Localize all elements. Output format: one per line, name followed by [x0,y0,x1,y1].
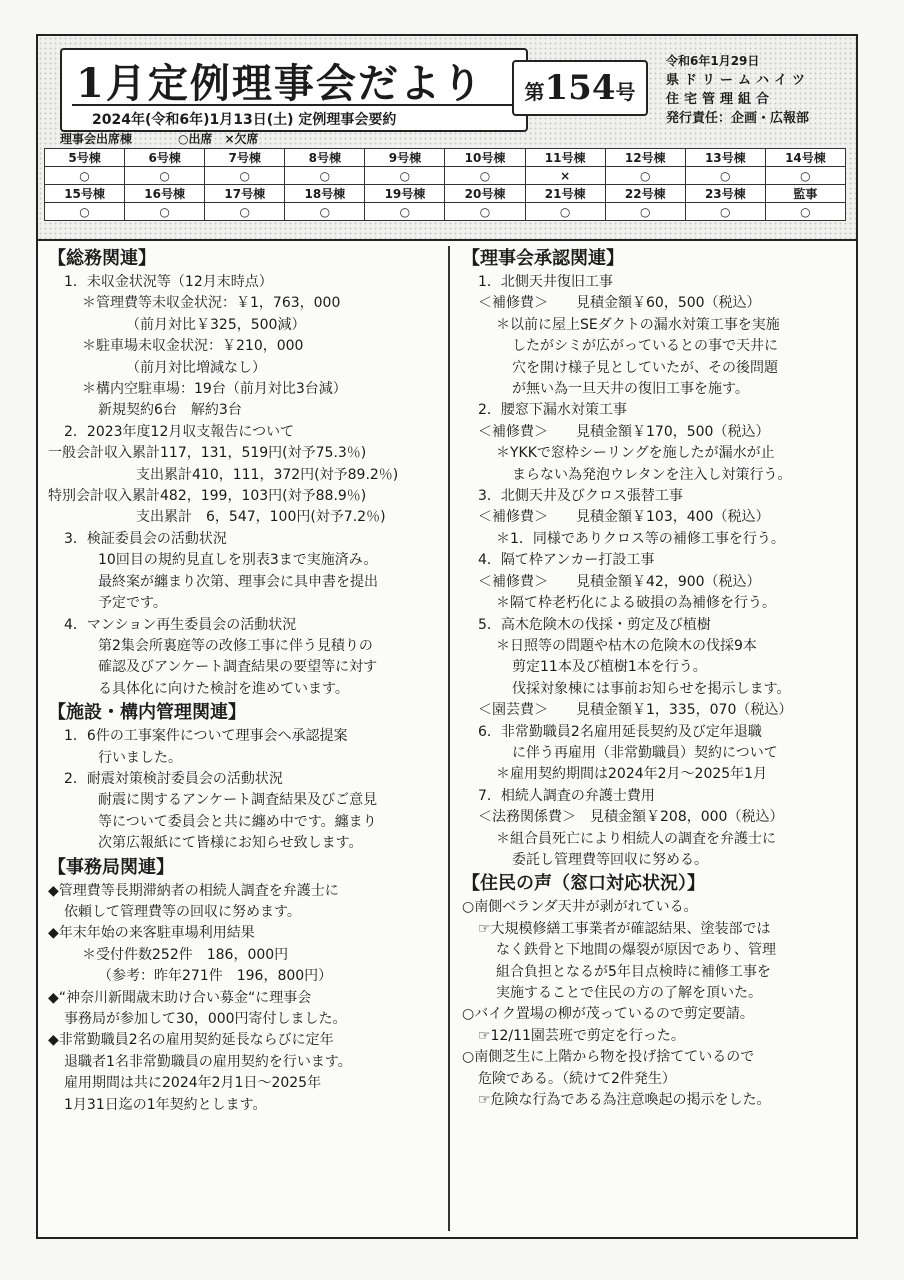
text-line: に伴う再雇用（非常勤職員）契約について [512,744,778,761]
text-line: ＜補修費＞ 見積金額￥60，500（税込） [478,295,761,312]
text-line: 最終案が纏まり次第、理事会に具申書を提出 [98,573,378,590]
building-cell: 9号棟 [365,149,445,167]
text-line: 特別会計収入累計482，199，103円(対予88.9％) [48,488,367,505]
publisher-info [666,52,810,128]
text-line: 次第広報紙にて皆様にお知らせ致します。 [98,835,363,852]
text-line: 4．マンション再生委員会の活動状況 [64,616,297,633]
text-line: 確認及びアンケート調査結果の要望等に対す [98,659,378,676]
text-line: 一般会計収入累計117，131，519円(対予75.3％) [48,445,367,462]
text-line: （前月対比￥325，500減） [126,316,306,333]
attendance-mark: ○ [125,167,205,185]
attendance-mark: ○ [365,167,445,185]
text-line: ◆“神奈川新聞歳末助け合い募金“に理事会 [48,989,312,1006]
issue-suffix: 号 [615,80,636,104]
text-line: ○バイク置場の柳が茂っているので剪定要請。 [462,1006,754,1023]
attendance-mark: ○ [685,203,765,221]
attendance-mark: × [525,167,605,185]
issue-number: 154 [544,68,616,108]
text-line: ＊雇用契約期間は2024年2月～2025年1月 [496,766,768,783]
attendance-mark: ○ [365,203,445,221]
building-cell: 20号棟 [445,185,525,203]
building-cell: 6号棟 [125,149,205,167]
building-cell: 22号棟 [605,185,685,203]
text-line: ◆非常勤職員2名の雇用契約延長ならびに定年 [48,1032,334,1049]
section-heading-residents-voice: 【住民の声（窓口対応状況）】 [462,873,705,895]
text-line: る具体化に向けた検討を進めています。 [98,680,349,697]
text-line: 10回目の規約見直しを別表3まで実施済み。 [98,552,378,569]
text-line: 伐採対象棟には事前お知らせを掲示します。 [512,680,791,697]
text-line: ＊受付件数252件 186，000円 [82,946,289,963]
text-line: 2．腰窓下漏水対策工事 [478,402,627,419]
building-cell: 16号棟 [125,185,205,203]
text-line: 依頼して管理費等の回収に努めます。 [64,903,301,920]
building-cell: 23号棟 [685,185,765,203]
text-line: 4．隔て枠アンカー打設工事 [478,552,655,569]
text-line: ＊駐車場未収金状況：￥210，000 [82,338,304,355]
text-line: ＜園芸費＞ 見積金額￥1，335，070（税込） [478,702,793,719]
header-band [38,36,856,241]
page-subtitle: 2024年(令和6年)1月13日(土) 定例理事会要約 [92,112,397,128]
attendance-mark: ○ [205,167,285,185]
attendance-mark: ○ [285,167,365,185]
attendance-legend: ○出席 ×欠席 [178,132,259,146]
building-cell: 12号棟 [605,149,685,167]
title-divider [72,104,516,106]
text-line: 3．北側天井及びクロス張替工事 [478,488,683,505]
text-line: 委託し管理費等回収に努める。 [512,851,708,868]
attendance-building-row [45,149,846,167]
text-line: ＊日照等の問題や枯木の危険木の伐採9本 [496,637,757,654]
text-line: したがシミが広がっているとの事で天井に [512,338,778,355]
building-cell: 15号棟 [45,185,125,203]
text-line: 実施することで住民の方の了解を頂いた。 [496,985,762,1001]
attendance-mark-row [45,167,846,185]
issue-number-badge [512,60,648,116]
text-line: ＜補修費＞ 見積金額￥103，400（税込） [478,509,770,526]
text-line: 1．6件の工事案件について理事会へ承認提案 [64,728,348,745]
text-line: 3．検証委員会の活動状況 [64,530,227,547]
building-cell: 監事 [765,185,845,203]
text-line: 5．高木危険木の伐採・剪定及び植樹 [478,616,711,633]
text-line: 6．非常勤職員2名雇用延長契約及び定年退職 [478,723,762,740]
text-line: 2．2023年度12月収支報告について [64,423,295,440]
attendance-mark: ○ [605,203,685,221]
section-heading-facility: 【施設・構内管理関連】 [48,702,246,724]
text-line: 危険である。（続けて2件発生） [478,1070,676,1087]
text-line: （参考：昨年271件 196，800円） [98,968,333,985]
building-cell: 7号棟 [205,149,285,167]
attendance-table [44,148,846,221]
building-cell: 17号棟 [205,185,285,203]
text-line: ☞大規模修繕工事業者が確認結果、塗装部では [478,920,771,937]
text-line: が無い為一旦天井の復旧工事を施す。 [512,381,749,398]
title-box [60,48,528,132]
building-cell: 10号棟 [445,149,525,167]
building-cell: 8号棟 [285,149,365,167]
text-line: ＊以前に屋上SEダクトの漏水対策工事を実施 [496,316,780,333]
newsletter-page [36,34,858,1239]
text-line: なく鉄骨と下地間の爆裂が原因であり、管理 [496,942,776,959]
text-line: 退職者1名非常勤職員の雇用契約を行います。 [64,1053,352,1070]
left-column [48,246,444,1116]
text-line: 第2集会所裏庭等の改修工事に伴う見積りの [98,637,373,654]
text-line: 2．耐震対策検討委員会の活動状況 [64,770,283,787]
attendance-mark: ○ [205,203,285,221]
attendance-mark: ○ [125,203,205,221]
text-line: 7．相続人調査の弁護士費用 [478,787,655,804]
text-line: 1．未収金状況等（12月末時点） [64,274,273,290]
text-line: ＊隔て枠老朽化による破損の為補修を行う。 [496,595,776,612]
text-line: ◆管理費等長期滞納者の相続人調査を弁護士に [48,882,339,899]
attendance-mark: ○ [685,167,765,185]
text-line: 予定です。 [98,595,167,612]
text-line: ◆年末年始の来客駐車場利用結果 [48,925,255,942]
building-cell: 13号棟 [685,149,765,167]
text-line: 組合負担となるが5年目点検時に補修工事を [496,963,771,980]
text-line: ○南側ベランダ天井が剥がれている。 [462,899,698,916]
text-line: 支出累計410，111，372円(対予89.2％) [136,466,399,483]
text-line: 雇用期間は共に2024年2月1日～2025年 [64,1075,322,1092]
attendance-mark-row [45,203,846,221]
attendance-label: 理事会出席棟 [60,132,133,146]
building-cell: 18号棟 [285,185,365,203]
text-line: 行いました。 [98,749,182,766]
building-cell: 11号棟 [525,149,605,167]
org-name: 県ドリームハイツ [666,73,811,88]
text-line: ＊1．同様でありクロス等の補修工事を行う。 [496,530,785,547]
text-line: 事務局が参加して30，000円寄付しました。 [64,1011,347,1027]
section-heading-approvals: 【理事会承認関連】 [462,248,624,269]
section-heading-general-affairs: 【総務関連】 [48,248,156,269]
publish-date: 令和6年1月29日 [666,54,760,68]
text-line: 支出累計 6，547，100円(対予7.2％) [136,509,386,526]
building-cell: 14号棟 [765,149,845,167]
text-line: 等について委員会と共に纏め中です。纏まり [98,813,377,830]
text-line: ＊管理費等未収金状況：￥1，763，000 [82,295,341,312]
attendance-building-row [45,185,846,203]
issue-prefix: 第 [524,80,545,104]
text-line: 耐震に関するアンケート調査結果及びご意見 [98,792,378,809]
text-line: ＊YKKで窓枠シーリングを施したが漏水が止 [496,445,775,462]
text-line: ＜補修費＞ 見積金額￥42，900（税込） [478,573,761,590]
attendance-mark: ○ [765,203,845,221]
building-cell: 5号棟 [45,149,125,167]
text-line: （前月対比増減なし） [126,359,266,376]
text-line: ＜補修費＞ 見積金額￥170，500（税込） [478,423,770,440]
text-line: 新規契約6台 解約3台 [98,402,242,419]
responsible-dept: 発行責任：企画・広報部 [666,111,810,126]
text-line: ＊構内空駐車場：19台（前月対比3台減） [82,381,347,398]
text-line: 穴を開け様子見としていたが、その後問題 [512,359,778,376]
building-cell: 19号棟 [365,185,445,203]
org-type: 住宅管理組合 [666,92,775,107]
attendance-mark: ○ [45,167,125,185]
attendance-mark: ○ [445,167,525,185]
text-line: ☞12/11園芸班で剪定を行った。 [478,1027,685,1044]
text-line: 1．北側天井復旧工事 [478,274,613,290]
text-line: まらない為発泡ウレタンを注入し対策行う。 [512,466,792,483]
attendance-mark: ○ [765,167,845,185]
text-line: 剪定11本及び植樹1本を行う。 [512,659,707,676]
attendance-mark: ○ [445,203,525,221]
section-heading-office: 【事務局関連】 [48,856,174,878]
text-line: 1月31日迄の1年契約とします。 [64,1096,267,1113]
page-title: 1月定例理事会だより [76,60,484,107]
text-line: ○南側芝生に上階から物を投げ捨てているので [462,1049,755,1066]
attendance-mark: ○ [605,167,685,185]
attendance-mark: ○ [45,203,125,221]
column-divider [448,246,450,1231]
building-cell: 21号棟 [525,185,605,203]
attendance-mark: ○ [525,203,605,221]
attendance-mark: ○ [285,203,365,221]
text-line: ＊組合員死亡により相続人の調査を弁護士に [496,830,776,847]
text-line: ☞危険な行為である為注意喚起の掲示をした。 [478,1092,771,1109]
right-column [462,246,856,1111]
text-line: ＜法務関係費＞ 見積金額￥208，000（税込） [478,809,784,826]
